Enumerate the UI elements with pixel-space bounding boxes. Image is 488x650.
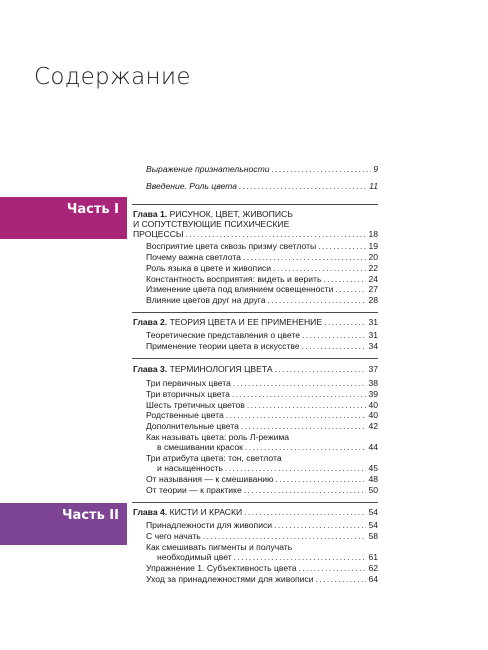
part-1-tab[interactable] [0, 197, 127, 239]
toc-entry-title-line1: Как смешивать пигменты и получать [146, 542, 293, 552]
toc-entry[interactable]: Применение теории цвета в искусстве ..... 34 [146, 341, 378, 352]
toc-chapter-2[interactable]: Глава 2. ТЕОРИЯ ЦВЕТА И ЕЕ ПРИМЕНЕНИЕ ..... 31 [133, 317, 378, 328]
page-number: 18 [368, 229, 378, 239]
toc-entry[interactable]: Дополнительные цвета ..... 42 [146, 421, 378, 432]
toc-entry-title-line1: Три атрибута цвета: тон, светлота [146, 453, 282, 463]
toc-entry[interactable]: Родственные цвета ..... 40 [146, 410, 378, 421]
page-number: 54 [368, 507, 378, 517]
toc-entry[interactable]: Константность восприятия: видеть и верить ..... 24 [146, 274, 378, 285]
toc-chapter-4[interactable]: Глава 4. КИСТИ И КРАСКИ ..... 54 [133, 507, 378, 518]
chapter-1-title-line2: И СОПУТСТВУЮЩИЕ ПСИХИЧЕСКИЕ [133, 219, 290, 229]
toc-chapter-3[interactable]: Глава 3. ТЕРМИНОЛОГИЯ ЦВЕТА ..... 37 [133, 364, 378, 375]
toc-entry[interactable]: в смешивании красок ..... 44 [157, 442, 378, 453]
toc-entry[interactable]: Влияние цветов друг на друга ..... 28 [146, 295, 378, 306]
leader-dots [275, 364, 367, 375]
toc-entry[interactable]: Три первичных цвета ..... 38 [146, 378, 378, 389]
toc-entry-title-line1: Как называть цвета: роль Л-режима [146, 432, 290, 442]
toc-entry[interactable]: От теории — к практике ..... 50 [146, 485, 378, 496]
chapter-divider [132, 358, 378, 359]
page-title: Содержание [34, 64, 191, 90]
toc-entry[interactable]: Шесть третичных цветов ..... 40 [146, 400, 378, 411]
toc-entry[interactable]: Почему важна светлота ..... 20 [146, 252, 378, 263]
toc-entry[interactable]: Уход за принадлежностями для живописи ..... 64 [146, 574, 378, 585]
page-number: 37 [368, 364, 378, 374]
toc-entry-acknowledgements[interactable]: Выражение признательности ..... 9 [146, 164, 378, 175]
chapter-divider [132, 312, 378, 313]
chapter-divider [132, 204, 378, 205]
toc-entry[interactable]: Изменение цвета под влиянием освещенности ..... 27 [146, 284, 378, 295]
toc-entry[interactable]: необходимый цвет ..... 61 [157, 552, 378, 563]
part-2-tab[interactable] [0, 503, 127, 545]
part-2-label: Часть II [62, 508, 119, 523]
toc-entry[interactable]: Восприятие цвета сквозь призму светлоты ..... 19 [146, 241, 378, 252]
leader-dots [272, 164, 372, 175]
page-number: 31 [368, 317, 378, 327]
chapter-divider [132, 502, 378, 503]
toc-entry[interactable]: Три вторичных цвета ..... 39 [146, 389, 378, 400]
chapter-1-title-line1: Глава 1. РИСУНОК, ЦВЕТ, ЖИВОПИСЬ [133, 209, 293, 219]
page-number: 9 [373, 164, 378, 174]
part-1-label: Часть I [66, 202, 119, 217]
toc-entry[interactable]: и насыщенность ..... 45 [157, 463, 378, 474]
leader-dots [239, 181, 367, 192]
toc-chapter-1[interactable]: ПРОЦЕССЫ ..... 18 [133, 229, 378, 240]
leader-dots [186, 229, 367, 240]
leader-dots [244, 507, 366, 518]
toc-entry[interactable]: Теоретические представления о цвете ..... 31 [146, 330, 378, 341]
toc-entry[interactable]: Роль языка в цвете и живописи ..... 22 [146, 263, 378, 274]
leader-dots [324, 317, 366, 328]
toc-entry[interactable]: Принадлежности для живописи ..... 54 [146, 520, 378, 531]
toc-entry[interactable]: С чего начать ..... 58 [146, 531, 378, 542]
toc-entry-introduction[interactable]: Введение. Роль цвета ..... 11 [146, 181, 378, 192]
page-number: 11 [369, 181, 378, 191]
toc-entry[interactable]: От называния — к смешиванию ..... 48 [146, 474, 378, 485]
toc-entry[interactable]: Упражнение 1. Субъективность цвета ..... 62 [146, 563, 378, 574]
